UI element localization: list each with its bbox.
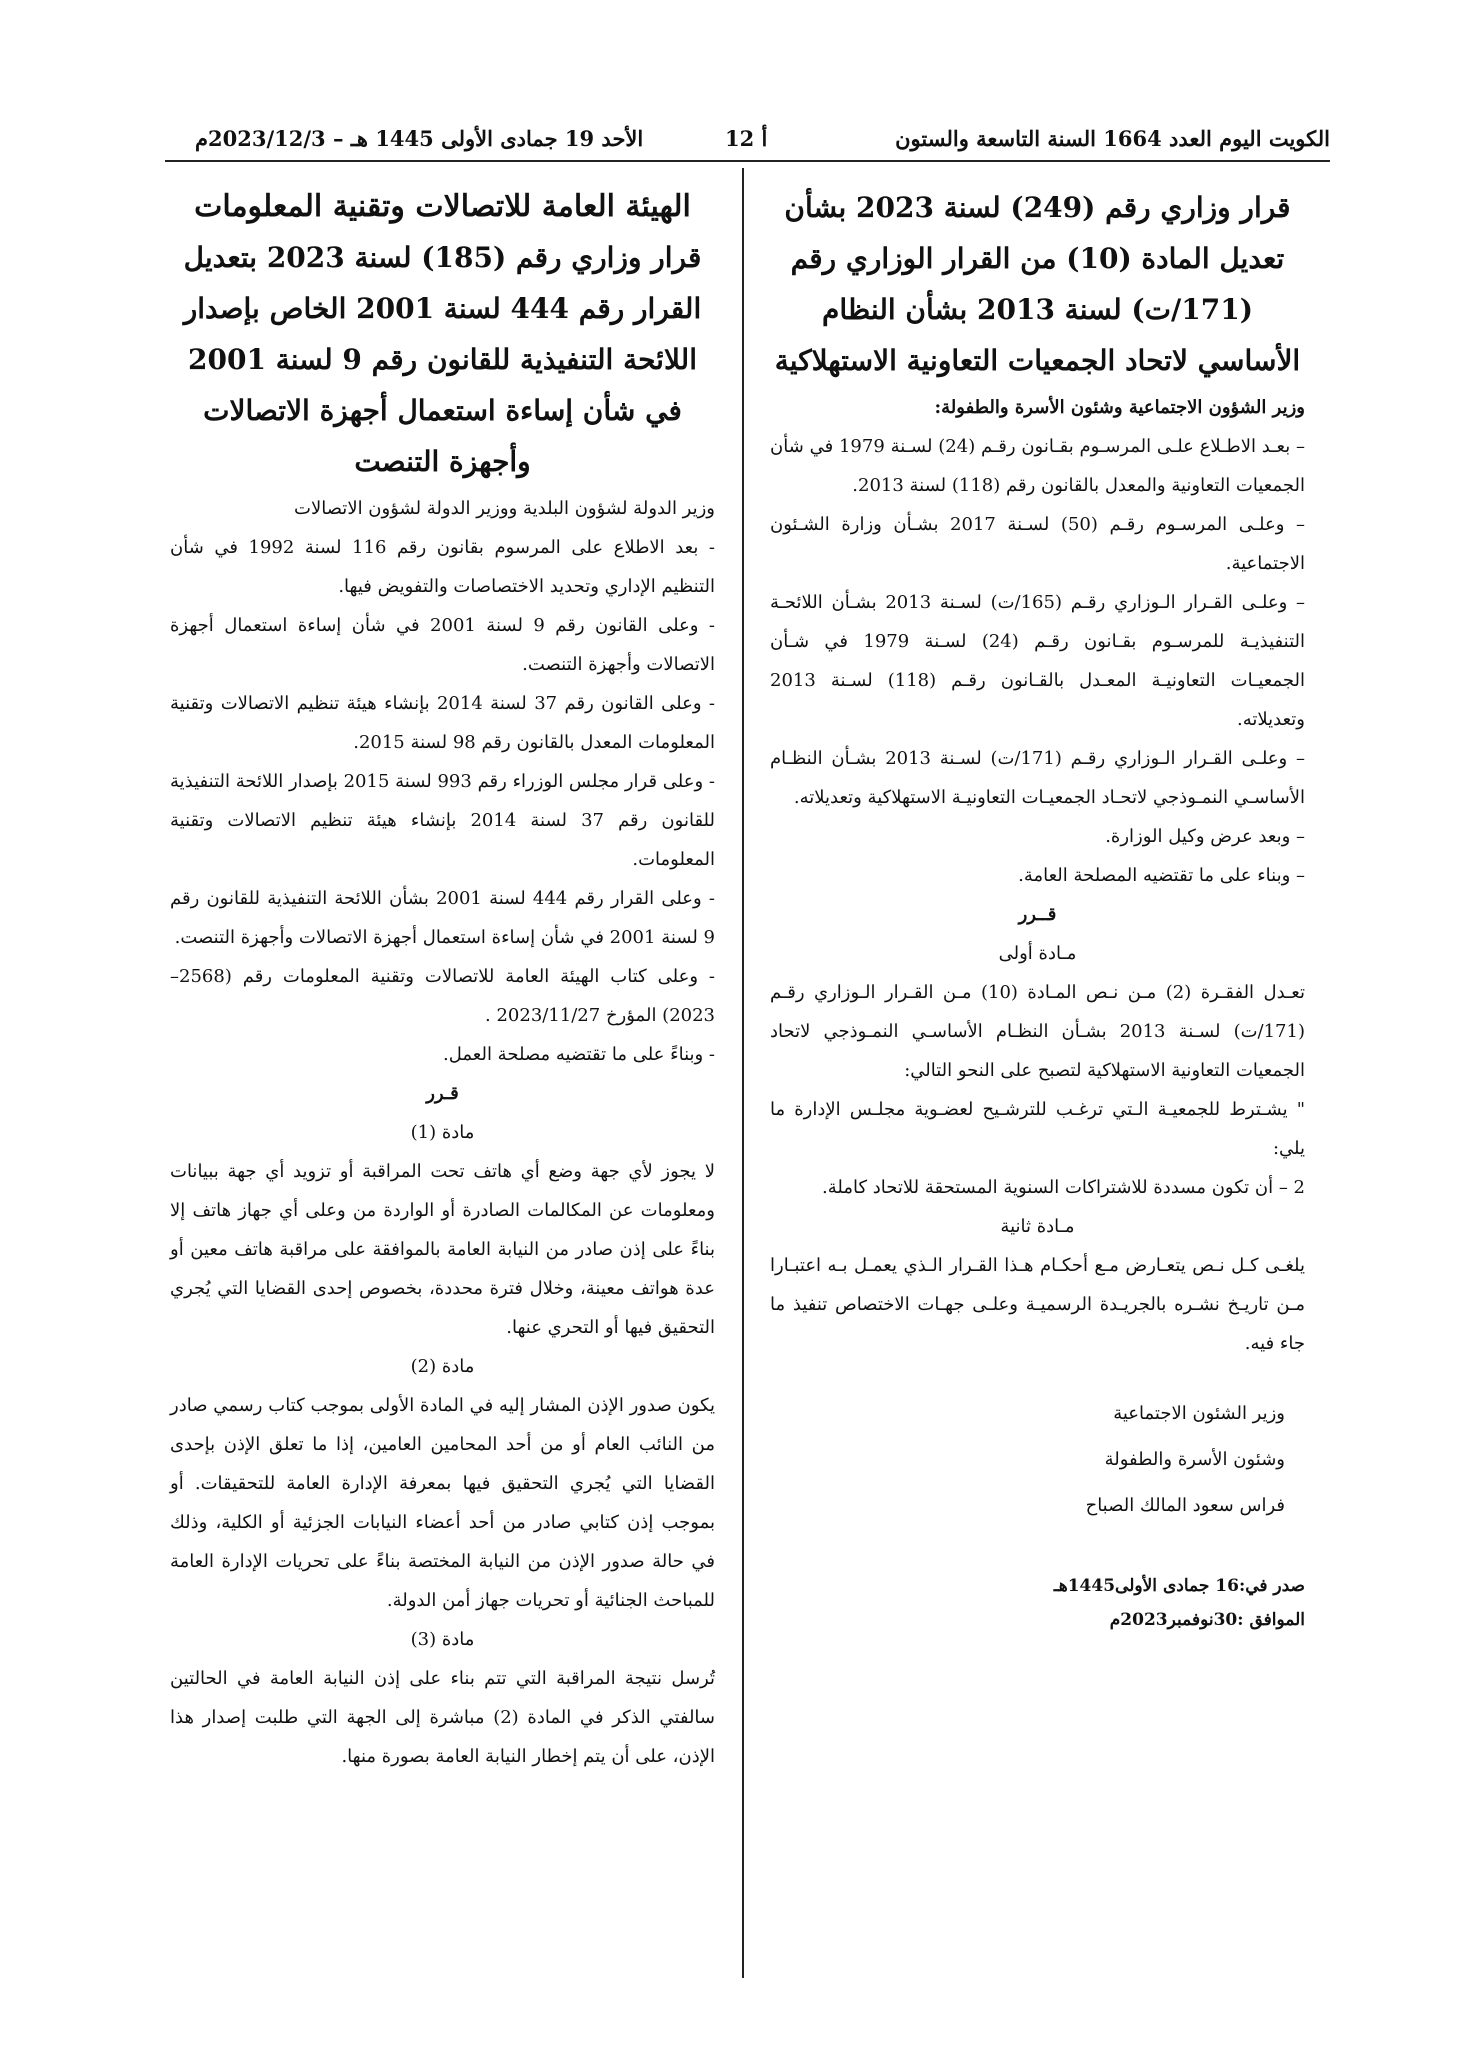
preamble-item: – وبعد عرض وكيل الوزارة. <box>1105 826 1305 847</box>
signature-line: وشئون الأسرة والطفولة <box>1104 1449 1285 1470</box>
right-authority: وزير الشؤون الاجتماعية وشئون الأسرة والطفولة: <box>934 397 1305 418</box>
issue-date-gregorian: الموافق :30نوفمبر2023م <box>1109 1610 1305 1630</box>
preamble-item: - وعلى كتاب الهيئة العامة للاتصالات وتقنية المعلومات رقم (2568–2023) المؤرخ 2023/11/27 . <box>170 966 715 1026</box>
preamble-item: – وبناء على ما تقتضيه المصلحة العامة. <box>1018 865 1305 886</box>
preamble-item: - وعلى قرار مجلس الوزراء رقم 993 لسنة 2015 بإصدار اللائحة التنفيذية للقانون رقم 37 لسنة 2014 بإنشاء هيئة تنظيم الاتصالات وتقنية المعلومات. <box>170 771 715 870</box>
decided-heading: قـرر <box>426 1083 459 1104</box>
article-heading: مادة (2) <box>410 1356 475 1377</box>
article-heading: مـادة ثانية <box>1000 1216 1075 1237</box>
preamble-item: – وعلـى القـرار الـوزاري رقـم (165/ت) لسـنة 2013 بشـأن اللائحـة التنفيذيـة للمرسـوم بقـانون رقـم (24) لسـنة 1979 في شـأن الجمعيـات التعاونيـة المعـدل بالقـانون رقـم (118) لسـنة 2013 وتعديلاته. <box>770 592 1306 730</box>
header-rule <box>165 160 1330 162</box>
preamble-item: – وعلـى القـرار الـوزاري رقـم (171/ت) لسـنة 2013 بشـأن النظـام الأساسـي النمـوذجي لاتحـاد الجمعيـات التعاونيـة الاستهلاكية وتعديلاته. <box>770 748 1305 808</box>
preamble-item: - بعد الاطلاع على المرسوم بقانون رقم 116 لسنة 1992 في شأن التنظيم الإداري وتحديد الاختصاصات والتفويض فيها. <box>170 537 715 597</box>
signature-name: فراس سعود المالك الصباح <box>1085 1495 1285 1516</box>
left-decree-title: قرار وزاري رقم (185) لسنة 2023 بتعديل القرار رقم 444 لسنة 2001 الخاص بإصدار اللائحة التنفيذية للقانون رقم 9 لسنة 2001 في شأن إساءة استعمال أجهزة الاتصالات وأجهزة التنصت <box>183 241 702 478</box>
article-item: 2 – أن تكون مسددة للاشتراكات السنوية المستحقة للاتحاد كاملة. <box>822 1177 1305 1198</box>
spacer <box>770 1363 1305 1391</box>
signature-line: وزير الشئون الاجتماعية <box>1113 1403 1285 1424</box>
preamble-item: - وبناءً على ما تقتضيه مصلحة العمل. <box>443 1044 715 1065</box>
preamble-item: – وعلـى المرسـوم رقـم (50) لسـنة 2017 بشـأن وزارة الشـئون الاجتماعية. <box>770 514 1306 574</box>
header-issue-info: الكويت اليوم العدد 1664 السنة التاسعة والستون <box>895 126 1330 151</box>
issue-date-block <box>770 1569 1305 1637</box>
header-page-number: أ 12 <box>725 126 768 151</box>
article-quote: " يشـترط للجمعيـة الـتي ترغـب للترشـيح لعضـوية مجلـس الإدارة ما يلي: <box>770 1099 1305 1159</box>
article-text: تعـدل الفقـرة (2) مـن نـص المـادة (10) مـن القـرار الـوزاري رقـم (171/ت) لسـنة 2013 بشـأن النظـام الأساسـي النمـوذجي لاتحاد الجمعيات التعاونية الاستهلاكية لتصبح على النحو التالي: <box>770 982 1305 1081</box>
article-heading: مـادة أولى <box>998 943 1077 964</box>
left-column <box>170 182 715 1776</box>
article-text: تُرسل نتيجة المراقبة التي تتم بناء على إذن النيابة العامة في الحالتين سالفتي الذكر في المادة (2) مباشرة إلى الجهة التي طلبت إصدار هذا الإذن، على أن يتم إخطار النيابة العامة بصورة منها. <box>170 1668 715 1767</box>
right-column <box>770 182 1305 1637</box>
preamble-item: - وعلى القانون رقم 37 لسنة 2014 بإنشاء هيئة تنظيم الاتصالات وتقنية المعلومات المعدل بالقانون رقم 98 لسنة 2015. <box>170 693 715 753</box>
left-minister: وزير الدولة لشؤون البلدية ووزير الدولة لشؤون الاتصالات <box>294 498 715 519</box>
page-header <box>165 118 1330 158</box>
article-text: لا يجوز لأي جهة وضع أي هاتف تحت المراقبة أو تزويد أي جهة ببيانات ومعلومات عن المكالمات الصادرة أو الواردة من وعلى أي جهاز هاتف إلا بناءً على إذن صادر من النيابة العامة بالموافقة على مراقبة هاتف معين أو عدة هواتف معينة، وخلال فترة محددة، بخصوص إحدى القضايا التي يُجري التحقيق فيها أو التحري عنها. <box>170 1161 715 1338</box>
signature-block <box>770 1391 1305 1529</box>
right-decree-title: قرار وزاري رقم (249) لسنة 2023 بشأن تعديل المادة (10) من القرار الوزاري رقم (171/ت) لسنة 2013 بشأن النظام الأساسي لاتحاد الجمعيات التعاونية الاستهلاكية <box>774 191 1301 377</box>
article-heading: مادة (3) <box>410 1629 475 1650</box>
preamble-item: – بعـد الاطـلاع علـى المرسـوم بقـانون رقـم (24) لسـنة 1979 في شأن الجمعيات التعاونية والمعدل بالقانون رقم (118) لسنة 2013. <box>770 436 1305 496</box>
header-date: الأحد 19 جمادى الأولى 1445 هـ – 2023/12/3م <box>195 126 644 151</box>
preamble-item: - وعلى القانون رقم 9 لسنة 2001 في شأن إساءة استعمال أجهزة الاتصالات وأجهزة التنصت. <box>170 615 715 675</box>
article-heading: مادة (1) <box>410 1122 475 1143</box>
column-divider <box>742 168 744 1978</box>
decided-heading: قــرر <box>1018 904 1057 925</box>
article-text: يلغـى كـل نـص يتعـارض مـع أحكـام هـذا القـرار الـذي يعمـل بـه اعتبـارا مـن تاريـخ نشـره بالجريـدة الرسميـة وعلـى جهـات الاختصاص تنفيذ ما جاء فيه. <box>770 1255 1305 1354</box>
preamble-item: - وعلى القرار رقم 444 لسنة 2001 بشأن اللائحة التنفيذية للقانون رقم 9 لسنة 2001 في شأن إساءة استعمال أجهزة الاتصالات وأجهزة التنصت. <box>170 888 716 948</box>
issue-date-hijri: صدر في:16 جمادى الأولى1445هـ <box>1053 1576 1305 1596</box>
left-authority-name: الهيئة العامة للاتصالات وتقنية المعلومات <box>194 189 691 224</box>
article-text: يكون صدور الإذن المشار إليه في المادة الأولى بموجب كتاب رسمي صادر من النائب العام أو من أحد المحامين العامين، إذا ما تعلق الإذن بإحدى القضايا التي يُجري التحقيق فيها بمعرفة الإدارة العامة للتحقيقات. أو بموجب إذن كتابي صادر من أحد أعضاء النيابات الجزئية أو الكلية، وذلك في حالة صدور الإذن من النيابة المختصة بناءً على تحريات الإدارة العامة للمباحث الجنائية أو تحريات جهاز أمن الدولة. <box>170 1395 715 1611</box>
